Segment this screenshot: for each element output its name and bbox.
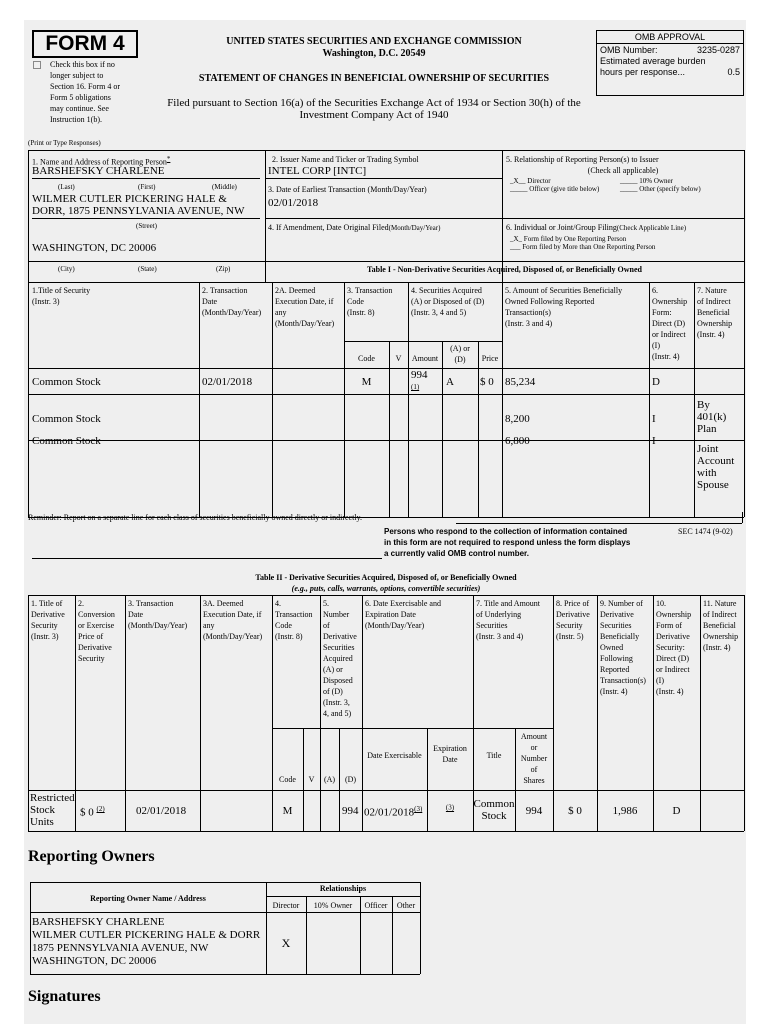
t2-subheader-title: Title bbox=[486, 751, 502, 760]
t2-row-price: $ 0 bbox=[568, 805, 582, 817]
t2-header-form: 10. Ownership Form of Derivative Security: Direct (D) or Indirect (I) (Instr. 4) bbox=[656, 599, 692, 696]
t2-row-conversion: $ 0 $^{(2)}$ bbox=[80, 805, 105, 819]
t2-row-date: 02/01/2018 bbox=[136, 805, 187, 817]
t1-header-code: 3. Transaction Code (Instr. 8) bbox=[347, 286, 393, 317]
t2-header-price: 8. Price of Derivative Security (Instr. 5) bbox=[556, 599, 590, 641]
t2-subheader-date-exercisable: Date Exercisable bbox=[367, 751, 422, 760]
t2-header-exercisable: 6. Date Exercisable and Expiration Date (Month/Day/Year) bbox=[365, 599, 441, 630]
filed-pursuant-text: Filed pursuant to Section 16(a) of the Securities Exchange Act of 1934 or Section 30(h) of the Investment Company Act of 1940 bbox=[167, 97, 581, 121]
t1-header-deemed: 2A. Deemed Execution Date, if any (Month/Day/Year) bbox=[275, 286, 335, 328]
t1-row2-form: I bbox=[652, 413, 656, 425]
owners-col-name: Reporting Owner Name / Address bbox=[90, 894, 206, 903]
omb-number-value: 3235-0287 bbox=[696, 45, 740, 55]
reporting-person-city-state: WASHINGTON, DC 20006 bbox=[32, 242, 157, 254]
issuer-value: INTEL CORP [INTC] bbox=[268, 165, 367, 177]
omb-number-label: OMB Number: bbox=[600, 45, 658, 55]
t1-row2-security: Common Stock bbox=[32, 413, 101, 425]
t1-row1-price: $ 0 bbox=[480, 376, 494, 388]
omb-burden-line-1: Estimated average burden bbox=[600, 56, 706, 66]
reminder-text: Reminder: Report on a separate line for each class of securities beneficially owned directly or indirectly. bbox=[28, 513, 363, 522]
t2-subheader-expiration: Expiration Date bbox=[433, 744, 467, 764]
t1-header-security: 1.Title of Security (Instr. 3) bbox=[32, 286, 91, 306]
t1-row1-owned: 85,234 bbox=[505, 376, 536, 388]
t1-subheader-aord: (A) or (D) bbox=[450, 344, 470, 364]
t1-row3-nature: Joint Account with Spouse bbox=[697, 443, 735, 491]
earliest-date-label: 3. Date of Earliest Transaction (Month/Day/Year) bbox=[268, 185, 427, 194]
t2-row-code: M bbox=[282, 805, 293, 817]
t1-header-owned: 5. Amount of Securities Beneficially Owned Following Reported Transaction(s) (Instr. 3 and 4) bbox=[505, 286, 623, 328]
no-longer-subject-checkbox[interactable] bbox=[33, 61, 41, 69]
t1-row3-security: Common Stock bbox=[32, 435, 101, 447]
agency-line-2: Washington, D.C. 20549 bbox=[322, 48, 426, 59]
t2-header-title: 1. Title of Derivative Security (Instr. 3) bbox=[31, 599, 65, 641]
check-box-instruction: Check this box if no longer subject to Section 16. Form 4 or Form 5 obligations may continue. See Instruction 1(b). bbox=[50, 60, 120, 124]
t2-row-owned: 1,986 bbox=[612, 805, 638, 817]
omb-approval-title: OMB APPROVAL bbox=[597, 31, 743, 44]
reporting-person-label-mark: * bbox=[166, 155, 171, 163]
last-label: (Last) bbox=[58, 183, 75, 191]
t2-row-underlying-amount: 994 bbox=[525, 805, 543, 817]
t2-subheader-v: V bbox=[308, 775, 315, 784]
street-label: (Street) bbox=[136, 222, 157, 230]
t1-row3-form: I bbox=[652, 435, 656, 447]
middle-label: (Middle) bbox=[212, 183, 237, 191]
amendment-label: 4. If Amendment, Date Original Filed(Month/Day/Year) bbox=[268, 223, 441, 232]
form-title-box bbox=[32, 30, 138, 58]
omb-approval-box bbox=[596, 30, 744, 96]
t2-row-disposed: 994 bbox=[342, 805, 359, 817]
owners-col-other: Other bbox=[396, 901, 416, 910]
print-type-note: (Print or Type Responses) bbox=[28, 139, 101, 147]
t1-row1-form: D bbox=[652, 376, 660, 388]
owner-director-mark: X bbox=[281, 936, 291, 950]
owners-col-relationships: Relationships bbox=[319, 884, 367, 893]
t2-row-form: D bbox=[672, 805, 681, 817]
filing-line-1: _X_ Form filed by One Reporting Person bbox=[510, 235, 627, 243]
state-label: (State) bbox=[138, 265, 157, 273]
owners-col-director: Director bbox=[272, 901, 300, 910]
t2-row-expiration-footnote: (3) bbox=[445, 803, 455, 812]
reporting-person-name: BARSHEFSKY CHARLENE bbox=[32, 165, 165, 177]
filing-label-small: (Check Applicable Line) bbox=[616, 224, 687, 232]
t1-row1-amount-footnote: (1) bbox=[411, 383, 420, 391]
t2-header-deemed: 3A. Deemed Execution Date, if any (Month/Day/Year) bbox=[203, 599, 263, 641]
t2-row-conversion-footnote: (2) bbox=[96, 805, 105, 813]
filing-label: 6. Individual or Joint/Group Filing(Check Applicable Line) bbox=[506, 223, 687, 232]
relationship-label: 5. Relationship of Reporting Person(s) to Issuer bbox=[506, 155, 659, 164]
first-label: (First) bbox=[138, 183, 156, 191]
omb-burden-value: 0.5 bbox=[727, 67, 740, 77]
t1-row1-amount: 994 (1) bbox=[411, 369, 428, 391]
relationship-ten-pct: _____ 10% Owner bbox=[620, 177, 673, 185]
earliest-date-value: 02/01/2018 bbox=[268, 197, 319, 209]
issuer-label: 2. Issuer Name and Ticker or Trading Symbol bbox=[272, 155, 419, 164]
t2-header-conversion: 2. Conversion or Exercise Price of Derivative Security bbox=[78, 599, 115, 663]
t1-row1-aord: A bbox=[446, 376, 454, 388]
t2-header-code: 4. Transaction Code (Instr. 8) bbox=[275, 599, 313, 641]
t1-header-form: 6. Ownership Form: Direct (D) or Indirect (I) (Instr. 4) bbox=[652, 286, 688, 361]
amendment-label-small: (Month/Day/Year) bbox=[388, 224, 441, 232]
t2-header-owned: 9. Number of Derivative Securities Beneficially Owned Following Reported Transaction(s) (Instr. 4) bbox=[600, 599, 646, 696]
t2-subheader-amount: Amount or Number of Shares bbox=[520, 732, 548, 785]
t2-header-date: 3. Transaction Date (Month/Day/Year) bbox=[128, 599, 188, 630]
signatures-heading: Signatures bbox=[28, 988, 101, 1005]
t2-row-expiration bbox=[427, 803, 473, 821]
zip-label: (Zip) bbox=[216, 265, 231, 273]
t1-subheader-price: Price bbox=[481, 354, 499, 363]
t2-header-nature: 11. Nature of Indirect Beneficial Ownership (Instr. 4) bbox=[703, 599, 739, 652]
t2-row-title: Restricted Stock Units bbox=[30, 792, 75, 828]
omb-burden-line-2: hours per response... bbox=[600, 67, 686, 77]
table1-title: Table I - Non-Derivative Securities Acquired, Disposed of, or Beneficially Owned bbox=[367, 265, 642, 274]
city-label: (City) bbox=[58, 265, 75, 273]
form-page bbox=[24, 20, 746, 1024]
t1-row2-owned: 8,200 bbox=[505, 413, 530, 425]
t2-subheader-d: (D) bbox=[344, 775, 357, 784]
relationship-sub: (Check all applicable) bbox=[587, 166, 659, 175]
owners-col-ten-pct: 10% Owner bbox=[313, 901, 353, 910]
statement-title: STATEMENT OF CHANGES IN BENEFICIAL OWNERSHIP OF SECURITIES bbox=[198, 73, 550, 84]
t1-header-nature: 7. Nature of Indirect Beneficial Ownership (Instr. 4) bbox=[697, 286, 733, 339]
form-title: FORM 4 bbox=[45, 32, 125, 55]
sec-code: SEC 1474 (9-02) bbox=[678, 527, 733, 536]
t1-row2-nature: By 401(k) Plan bbox=[697, 399, 727, 435]
t2-subheader-code: Code bbox=[279, 775, 296, 784]
t2-row-date-exercisable: 02/01/2018$^{(3)}$ bbox=[364, 805, 423, 819]
t2-header-number: 5. Number of Derivative Securities Acquired (A) or Disposed of (D) (Instr. 3, 4, and 5) bbox=[323, 599, 357, 718]
t1-row3-owned: 6,800 bbox=[505, 435, 530, 447]
agency-line-1: UNITED STATES SECURITIES AND EXCHANGE COMMISSION bbox=[226, 36, 522, 47]
relationship-director: _X__ Director bbox=[510, 177, 551, 185]
reporting-owners-heading: Reporting Owners bbox=[28, 848, 155, 865]
t1-row1-code: M bbox=[361, 376, 372, 388]
table2-subtitle: (e.g., puts, calls, warrants, options, convertible securities) bbox=[291, 584, 481, 593]
omb-notice-text: Persons who respond to the collection of information contained in this form are not required to respond unless the form displays a currently valid OMB control number. bbox=[384, 527, 631, 558]
t2-header-underlying: 7. Title and Amount of Underlying Securities (Instr. 3 and 4) bbox=[476, 599, 541, 641]
t1-row1-security: Common Stock bbox=[32, 376, 101, 388]
t1-subheader-code: Code bbox=[358, 354, 375, 363]
t2-subheader-a: (A) bbox=[323, 775, 336, 784]
filing-line-2: ___ Form filed by More than One Reporting Person bbox=[510, 243, 656, 251]
reporting-person-address: WILMER CUTLER PICKERING HALE & DORR, 1875 PENNSYLVANIA AVENUE, NW bbox=[32, 193, 245, 217]
relationship-officer: _____ Officer (give title below) bbox=[510, 185, 600, 193]
t1-row1-date: 02/01/2018 bbox=[202, 376, 253, 388]
reporting-person-label: 1. Name and Address of Reporting Person* bbox=[32, 155, 171, 167]
t1-header-date: 2. Transaction Date (Month/Day/Year) bbox=[202, 286, 262, 317]
t1-subheader-v: V bbox=[395, 354, 402, 363]
relationship-other: _____ Other (specify below) bbox=[620, 185, 701, 193]
owners-col-officer: Officer bbox=[364, 901, 388, 910]
t2-row-underlying-title: Common Stock bbox=[473, 798, 515, 822]
t1-header-acquired: 4. Securities Acquired (A) or Disposed of (D) (Instr. 3, 4 and 5) bbox=[411, 286, 485, 317]
owner-name-address: BARSHEFSKY CHARLENE WILMER CUTLER PICKERING HALE & DORR 1875 PENNSYLVANIA AVENUE, NW WASHINGTON, DC 20006 bbox=[32, 916, 261, 967]
table2-title: Table II - Derivative Securities Acquired, Disposed of, or Beneficially Owned bbox=[255, 573, 517, 582]
t1-subheader-amount: Amount bbox=[411, 354, 439, 363]
t2-row-date-exercisable-footnote: (3) bbox=[414, 805, 423, 813]
